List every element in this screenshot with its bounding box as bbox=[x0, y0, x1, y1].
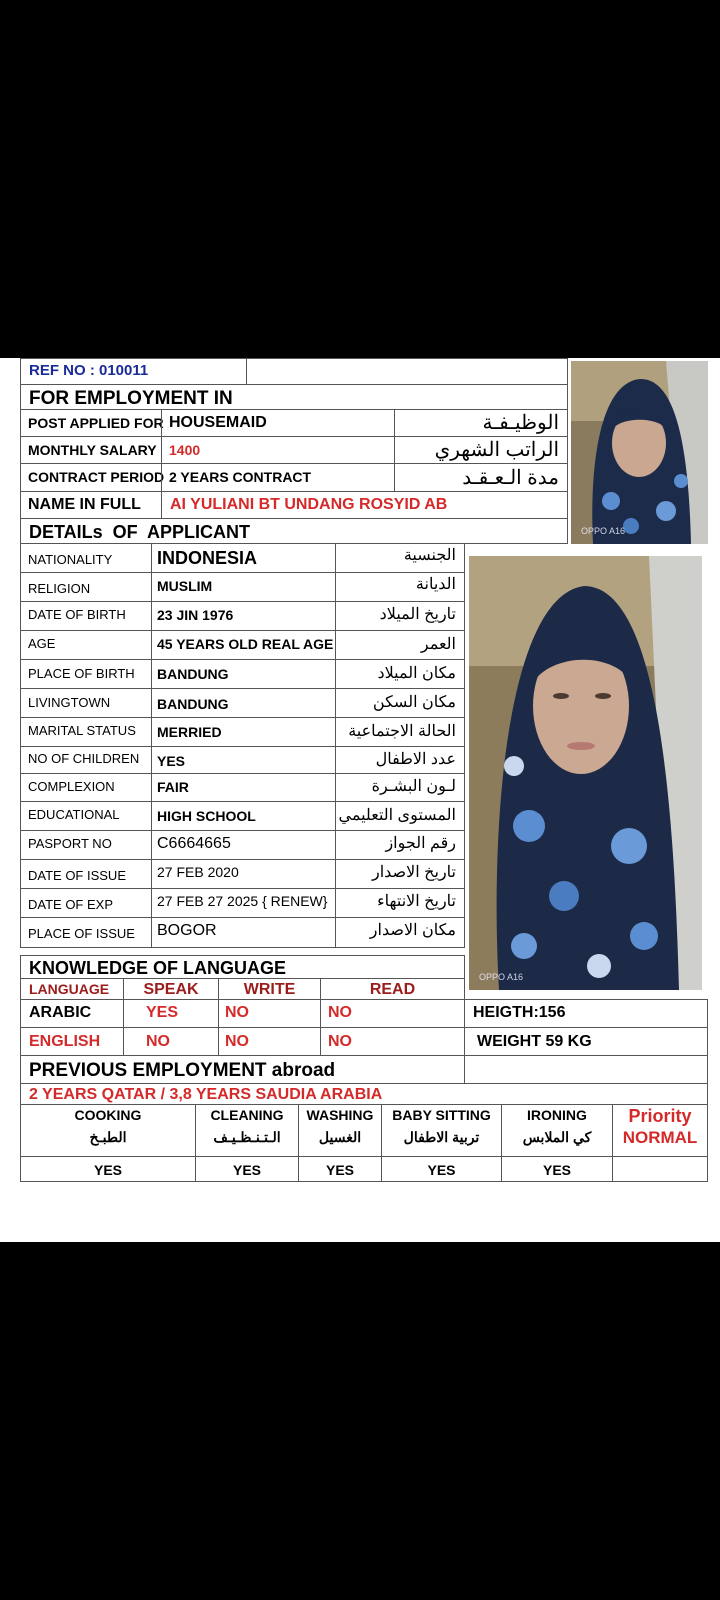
detail-value: BANDUNG bbox=[157, 696, 229, 712]
detail-label: RELIGION bbox=[28, 581, 91, 596]
lang-row-arabic: ARABIC bbox=[20, 999, 124, 1028]
detail-row bbox=[20, 746, 465, 774]
cv-document bbox=[0, 358, 720, 1242]
detail-row bbox=[20, 888, 465, 918]
skill-baby-sitting: BABY SITTING تربية الاطفال YES bbox=[381, 1104, 502, 1182]
weight-cell bbox=[464, 1027, 708, 1056]
language-title: KNOWLEDGE OF LANGUAGE bbox=[29, 958, 286, 978]
lang-english-speak: NO bbox=[123, 1027, 219, 1056]
detail-label: DATE OF BIRTH bbox=[28, 607, 126, 622]
contract-arabic-cell bbox=[394, 463, 568, 492]
detail-label: PLACE OF ISSUE bbox=[28, 926, 135, 941]
detail-label: NO OF CHILDREN bbox=[28, 751, 140, 766]
detail-row bbox=[20, 830, 465, 860]
detail-value: MUSLIM bbox=[157, 578, 213, 594]
detail-arabic: مكان السكن bbox=[372, 694, 456, 711]
photo-watermark: OPPO A16 bbox=[479, 972, 524, 982]
applicant-photo-small bbox=[571, 361, 708, 544]
detail-value: 27 FEB 2020 bbox=[157, 864, 239, 880]
contract-value-cell bbox=[161, 463, 395, 492]
lang-english-read: NO bbox=[320, 1027, 465, 1056]
detail-row bbox=[20, 659, 465, 689]
detail-label: PASPORT NO bbox=[28, 836, 112, 851]
details-title-box bbox=[20, 518, 568, 544]
ref-no: REF NO : 010011 bbox=[29, 362, 149, 379]
detail-arabic: تاريخ الميلاد bbox=[379, 606, 456, 623]
detail-label: AGE bbox=[28, 636, 56, 651]
detail-value: 27 FEB 27 2025 { RENEW} bbox=[157, 893, 328, 909]
detail-arabic: مكان الميلاد bbox=[377, 665, 456, 682]
lang-row-english: ENGLISH bbox=[20, 1027, 124, 1056]
priority-label: Priority bbox=[628, 1106, 692, 1126]
detail-value: INDONESIA bbox=[157, 548, 258, 568]
detail-value: C6664665 bbox=[157, 835, 231, 852]
salary-label-cell bbox=[20, 436, 162, 464]
post-value: HOUSEMAID bbox=[169, 414, 267, 431]
detail-row bbox=[20, 917, 465, 948]
previous-blank bbox=[464, 1055, 708, 1084]
priority-cell bbox=[612, 1104, 708, 1182]
salary-arabic-cell bbox=[394, 436, 568, 464]
weight-value: WEIGHT 59 KG bbox=[477, 1033, 592, 1050]
salary-value-cell bbox=[161, 436, 395, 464]
applicant-photo-large bbox=[469, 556, 702, 990]
lang-arabic-read: NO bbox=[320, 999, 465, 1028]
contract-value: 2 YEARS CONTRACT bbox=[169, 469, 312, 485]
contract-label-cell bbox=[20, 463, 165, 492]
lang-arabic-write: NO bbox=[218, 999, 321, 1028]
detail-label: DATE OF EXP bbox=[28, 897, 113, 912]
language-title-box bbox=[20, 955, 465, 979]
detail-label: PLACE OF BIRTH bbox=[28, 666, 135, 681]
contract-arabic: مدة الـعـقـد bbox=[462, 467, 559, 489]
detail-row bbox=[20, 801, 465, 831]
name-label-cell bbox=[20, 491, 162, 519]
for-employment-box bbox=[20, 384, 568, 410]
detail-arabic: العمر bbox=[420, 636, 456, 653]
ref-no-blank bbox=[246, 358, 568, 385]
detail-arabic: المستوى التعليمي bbox=[338, 807, 456, 824]
detail-label: COMPLEXION bbox=[28, 779, 115, 794]
detail-row bbox=[20, 543, 465, 573]
detail-value: 23 JIN 1976 bbox=[157, 607, 234, 623]
photo-watermark: OPPO A16 bbox=[581, 526, 626, 536]
detail-value: MERRIED bbox=[157, 724, 222, 740]
lang-arabic-speak: YES bbox=[123, 999, 219, 1028]
detail-arabic: الجنسية bbox=[403, 547, 456, 564]
detail-row bbox=[20, 601, 465, 631]
detail-row bbox=[20, 688, 465, 718]
post-label-cell bbox=[20, 409, 162, 437]
skill-cleaning: CLEANING الـتـنـظـيـف YES bbox=[195, 1104, 299, 1182]
detail-value: YES bbox=[157, 753, 186, 769]
detail-row bbox=[20, 630, 465, 660]
lang-english-write: NO bbox=[218, 1027, 321, 1056]
priority-value: NORMAL bbox=[622, 1128, 698, 1147]
detail-value: 45 YEARS OLD REAL AGE bbox=[157, 636, 334, 652]
detail-label: NATIONALITY bbox=[28, 552, 113, 567]
skill-ironing: IRONING كي الملابس YES bbox=[501, 1104, 613, 1182]
name-value-cell bbox=[161, 491, 568, 519]
detail-row bbox=[20, 717, 465, 747]
detail-label: MARITAL STATUS bbox=[28, 723, 136, 738]
ref-no-box bbox=[20, 358, 247, 385]
detail-value: FAIR bbox=[157, 779, 189, 795]
details-title: DETAILs OF APPLICANT bbox=[29, 522, 251, 542]
detail-arabic: لـون البشـرة bbox=[371, 778, 456, 795]
lang-header-speak: SPEAK bbox=[123, 978, 219, 1000]
detail-value: HIGH SCHOOL bbox=[157, 808, 256, 824]
detail-label: LIVINGTOWN bbox=[28, 695, 111, 710]
detail-label: DATE OF ISSUE bbox=[28, 868, 126, 883]
previous-value: 2 YEARS QATAR / 3,8 YEARS SAUDIA ARABIA bbox=[29, 1086, 383, 1103]
full-name: AI YULIANI BT UNDANG ROSYID AB bbox=[170, 496, 448, 513]
name-label: NAME IN FULL bbox=[28, 496, 141, 513]
for-employment-title: FOR EMPLOYMENT IN bbox=[29, 388, 233, 409]
detail-row bbox=[20, 773, 465, 802]
salary-value: 1400 bbox=[169, 442, 201, 458]
detail-arabic: الحالة الاجتماعية bbox=[348, 723, 456, 740]
post-arabic: الوظيـفـة bbox=[482, 412, 559, 434]
detail-arabic: رقم الجواز bbox=[385, 835, 456, 852]
previous-title-box bbox=[20, 1055, 465, 1084]
detail-value: BOGOR bbox=[157, 922, 217, 939]
previous-title: PREVIOUS EMPLOYMENT abroad bbox=[29, 1060, 336, 1081]
lang-header-write: WRITE bbox=[218, 978, 321, 1000]
post-value-cell bbox=[161, 409, 395, 437]
detail-value: BANDUNG bbox=[157, 666, 229, 682]
lang-header-language: LANGUAGE bbox=[20, 978, 124, 1000]
skill-washing: WASHING الغسيل YES bbox=[298, 1104, 382, 1182]
previous-value-box bbox=[20, 1083, 708, 1105]
detail-arabic: مكان الاصدار bbox=[369, 922, 456, 939]
lang-header-read: READ bbox=[320, 978, 465, 1000]
contract-label: CONTRACT PERIOD bbox=[28, 469, 165, 485]
skill-cooking: COOKING الطبـخ YES bbox=[20, 1104, 196, 1182]
salary-label: MONTHLY SALARY bbox=[28, 442, 157, 458]
salary-arabic: الراتب الشهري bbox=[434, 439, 559, 461]
height-value: HEIGTH:156 bbox=[473, 1004, 566, 1021]
detail-arabic: تاريخ الانتهاء bbox=[377, 893, 456, 910]
detail-arabic: الديانة bbox=[415, 576, 456, 593]
detail-label: EDUCATIONAL bbox=[28, 807, 120, 822]
height-cell bbox=[464, 999, 708, 1028]
detail-row bbox=[20, 572, 465, 602]
post-label: POST APPLIED FOR bbox=[28, 415, 164, 431]
detail-arabic: تاريخ الاصدار bbox=[371, 864, 456, 881]
detail-row bbox=[20, 859, 465, 889]
post-arabic-cell bbox=[394, 409, 568, 437]
detail-arabic: عدد الاطفال bbox=[375, 751, 456, 768]
